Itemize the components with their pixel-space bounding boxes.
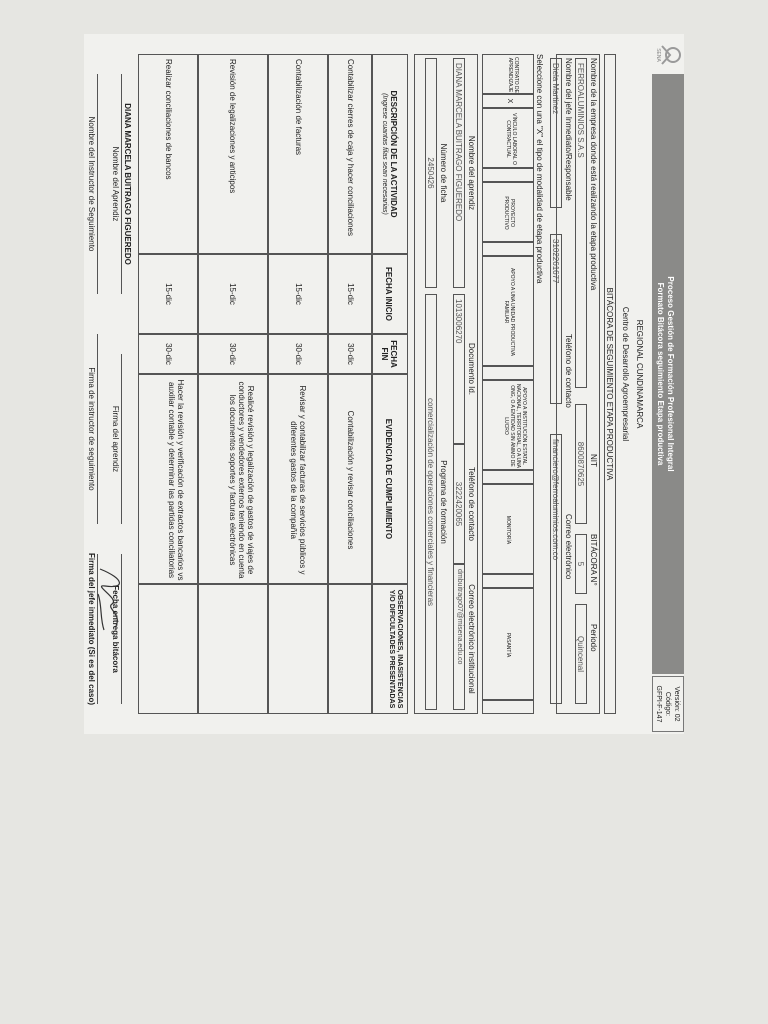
header-desc [372, 54, 408, 254]
row-start: 15-dic [346, 283, 355, 305]
program-field: comercialización de operaciones comerciales y financieras [425, 294, 437, 710]
handwritten-signature [90, 564, 130, 634]
periodo-field: Quincenal [575, 604, 587, 704]
row-start: 15-dic [294, 283, 303, 305]
format-title: Formato Bitácora seguimiento Etapa productiva [656, 282, 665, 466]
company-name-field: FERROALUMINIOS S.A.S [575, 58, 587, 388]
header-obs [372, 584, 408, 714]
center: Centro de Desarrollo Agroempresarial [621, 306, 630, 442]
boss-field: Diela Martinez [550, 58, 562, 208]
apprentice-doc-field: 1013006270 [453, 294, 465, 444]
modality-label: CONTRATO DE APRENDIZAJE [507, 57, 519, 93]
boss-label: Nombre del jefe Inmediato/Responsable [564, 58, 573, 201]
evidence-header: EVIDENCIA DE CUMPLIMIENTO [384, 418, 393, 540]
modality-mark: X [506, 98, 513, 104]
modality-label: MONITORÍA [505, 515, 511, 545]
row-desc: Revisión de legalizaciones y anticipos [228, 59, 237, 194]
apprentice-name-caption: Nombre del Aprendiz [111, 146, 120, 222]
modality-option[interactable] [482, 588, 534, 700]
bitacora-field: 5 [575, 534, 587, 594]
end-header: FECHA FIN [379, 340, 398, 368]
row-start: 15-dic [164, 283, 173, 305]
start-header: FECHA INICIO [384, 267, 393, 321]
modality-checkbox[interactable] [482, 574, 534, 588]
apprentice-phone-field: 3222420065 [453, 444, 465, 564]
form-title: BITÁCORA DE SEGUIMIENTO ETAPA PRODUCTIVA [605, 287, 614, 481]
boss-phone-field: 3102261677 [550, 234, 562, 404]
modality-option[interactable] [482, 256, 534, 366]
table-row [198, 54, 268, 254]
bitacora-label: BITÁCORA N° [589, 534, 598, 586]
header-end [372, 334, 408, 374]
row-end: 30-dic [294, 343, 303, 365]
nit-field: 8600870625 [575, 404, 587, 524]
apprentice-doc-label: Documento Id. [467, 342, 476, 396]
obs-header: OBSERVACIONES, INASISTENCIAS Y/O DIFICULTADES PRESENTADAS [387, 589, 403, 709]
row-desc: Realizar conciliaciones de bancos [164, 59, 173, 180]
code-label: Código: [664, 691, 671, 717]
program-label: Programa de formación [439, 460, 448, 544]
modality-label: APOYO A INSTITUCIÓN ESTATAL NACIONAL, TERRITORIAL, O A UNA ONG, O A ENTIDAD SIN ÁNIMO DE LUCRO [503, 384, 527, 469]
modality-label: VÍNCULO LABORAL O CONTRACTUAL [505, 113, 517, 165]
sena-logo [652, 38, 684, 72]
desc-header: DESCRIPCIÓN DE LA ACTIVIDAD [389, 90, 398, 218]
table-row [138, 54, 198, 254]
instructor-name-caption: Nombre del Instructor de Seguimiento [87, 116, 96, 252]
modality-checkbox[interactable] [482, 94, 534, 108]
apprentice-name-field: DIANA MARCELA BUITRAGO FIGUEREDO [453, 58, 465, 288]
periodo-label: Periodo [589, 624, 598, 652]
modality-label: PASANTÍA [505, 632, 511, 658]
boss-phone-label: Teléfono de contacto [564, 334, 573, 408]
regional: REGIONAL CUNDINAMARCA [635, 319, 644, 429]
ficha-label: Número de ficha [439, 143, 448, 203]
table-row [328, 54, 372, 254]
row-evidence: Contabilización y revisar conciliaciones [346, 410, 355, 550]
code: GFPI-F-147 [655, 685, 662, 723]
modality-option[interactable] [482, 108, 534, 168]
boss-email-label: Correo electrónico [564, 514, 573, 580]
apprentice-phone-label: Teléfono de contacto [467, 467, 476, 541]
activity-table [138, 54, 408, 714]
instructor-sign-caption: Firma de instructor de seguimiento [87, 367, 96, 491]
modality-label: APOYO A UNA UNIDAD PRODUCTIVA FAMILIAR [503, 268, 515, 356]
header-banner [652, 74, 684, 674]
modality-label: PROYECTO PRODUCTIVO [503, 196, 515, 230]
ficha-field: 2450426 [425, 58, 437, 288]
modality-option[interactable] [482, 484, 534, 574]
row-evidence: Realicé revisión y legalización de gastos de viajes de conductores y vendedores externos teniendo en cuenta los documentos soportes y facturas electrónicas [227, 381, 255, 579]
row-evidence: Revisar y contabilizar facturas de servicios públicos y diferentes gastos de la compañía [288, 385, 307, 575]
row-start: 15-dic [228, 283, 237, 305]
modality-checkbox[interactable] [482, 470, 534, 484]
nit-label: NIT [589, 454, 598, 467]
apprentice-email-field: dmbuitrago07@misena.edu.co [453, 564, 465, 710]
modality-instruction: Seleccione con una "X" el tipo de modalidad de etapa productiva [535, 54, 544, 284]
logo-text: SENA [655, 48, 661, 62]
modality-checkbox[interactable] [482, 242, 534, 256]
signature-area [84, 54, 132, 714]
version-box [652, 676, 684, 732]
row-end: 30-dic [346, 343, 355, 365]
modality-row [482, 54, 534, 714]
modality-checkbox[interactable] [482, 700, 534, 714]
desc-subheader: (Ingrese cuantas filas sean necesarias) [381, 93, 388, 215]
modality-checkbox[interactable] [482, 366, 534, 380]
row-desc: Contabilización de facturas [294, 59, 303, 156]
apprentice-email-label: Correo electrónico institucional [467, 584, 476, 694]
modality-option[interactable] [482, 54, 534, 94]
process-title: Proceso Gestión de Formación Profesional Integral [666, 276, 675, 472]
row-end: 30-dic [228, 343, 237, 365]
apprentice-name-label: Nombre del aprendiz [467, 135, 476, 211]
row-evidence: Hacer la revisión y verificación de extractos bancarios vs auxiliar contable y determinar las partidas conciliatorias [166, 379, 185, 581]
delivery-date-caption: Fecha entrega bitácora [111, 585, 120, 673]
title-box [604, 54, 616, 714]
header-evidence [372, 374, 408, 584]
boss-sign-caption: Firma del jefe inmediato (Si es del caso) [87, 552, 96, 706]
header-start [372, 254, 408, 334]
modality-option[interactable] [482, 380, 534, 470]
modality-checkbox[interactable] [482, 168, 534, 182]
company-name-label: Nombre de la empresa donde está realizando la etapa productiva [589, 58, 598, 291]
row-desc: Contabilizar cierres de caja y hacer conciliaciones [346, 59, 355, 236]
table-row [268, 54, 328, 254]
version: Versión: 02 [673, 686, 680, 722]
row-end: 30-dic [164, 343, 173, 365]
bitacora-form [84, 34, 684, 734]
apprentice-sign-caption: Firma del aprendiz [111, 405, 120, 473]
boss-email-field: financiero@ferroaluminios.com.co [550, 434, 562, 704]
apprentice-signed-name: DIANA MARCELA BUITRAGO FIGUEREDO [123, 103, 132, 265]
modality-option[interactable] [482, 182, 534, 242]
